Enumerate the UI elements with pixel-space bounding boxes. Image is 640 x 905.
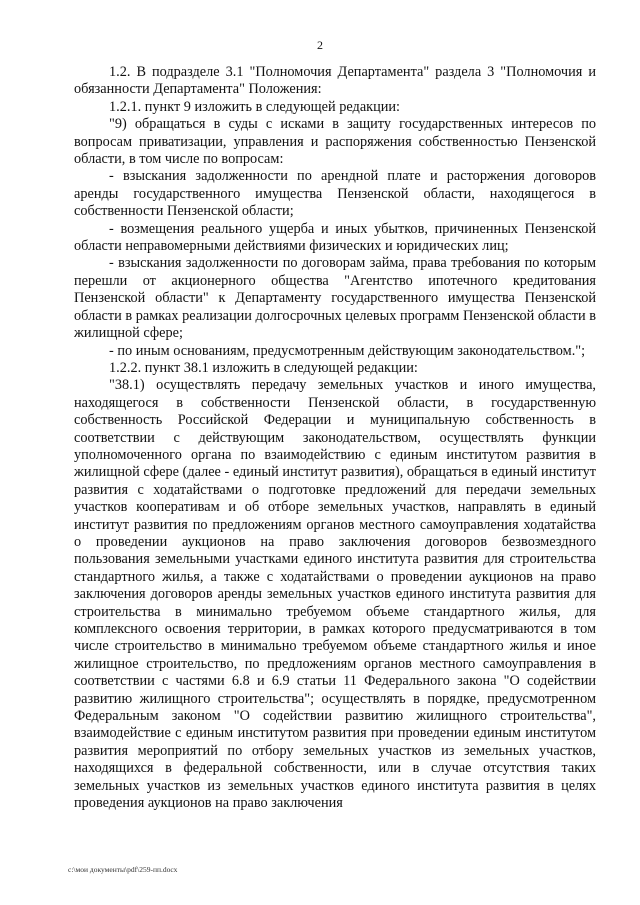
paragraph-item-9: "9) обращаться в суды с исками в защиту государственных интересов по вопросам приватизации, управления и распоряжения собственностью Пензенской области, в том числе по вопросам: bbox=[74, 116, 596, 168]
file-path-footer: c:\мои документы\pdf\259-пп.docx bbox=[68, 865, 178, 874]
list-item-damages: - возмещения реального ущерба и иных убытков, причиненных Пензенской области неправомерными действиями физических и юридических лиц; bbox=[74, 220, 596, 255]
list-item-rent-debt: - взыскания задолженности по арендной плате и расторжения договоров аренды государственного имущества Пензенской области, находящегося в собственности Пензенской области; bbox=[74, 168, 596, 220]
paragraph-1-2-1: 1.2.1. пункт 9 изложить в следующей редакции: bbox=[109, 98, 401, 115]
paragraph-item-38-1: "38.1) осуществлять передачу земельных участков и иного имущества, находящегося в собственности Пензенской области, в государственную собственность Российской Федерации и муниципальную собственность в соответствии с действующим законодательством, осуществлять функции уполномоченного органа по взаимодействию с единым институтом развития в жилищной сфере (далее - единый институт развития), обращаться в единый институт развития с ходатайствами о подготовке предложений для передачи земельных участков кооперативам и об отборе земельных участков, направлять в единый институт развития по предложениям органов местного самоуправления ходатайства о проведении аукционов на право заключения договоров безвозмездного пользования земельными участками единого института развития для строительства стандартного жилья, а также с ходатайствами о проведении аукционов на право заключения договоров аренды земельных участков единого института развития для строительства в минимально требуемом объеме стандартного жилья, для комплексного освоения территории, в рамках которого предусматриваются в том числе строительство в минимально требуемом объеме стандартного жилья и иное жилищное строительство, по предложениям органов местного самоуправления в соответствии с частями 6.8 и 6.9 статьи 11 Федерального закона "О содействии развитию жилищного строительства"; осуществлять в порядке, предусмотренном Федеральным законом "О содействии развитию жилищного строительства", взаимодействие с единым институтом развития при проведении единым институтом развития мероприятий по отбору земельных участков из земельных участков, находящихся в федеральной собственности, или в случае отсутствия таких земельных участков из земельных участков единого института развития в целях проведения аукционов на право заключения bbox=[74, 377, 596, 812]
paragraph-1-2: 1.2. В подразделе 3.1 "Полномочия Департамента" раздела 3 "Полномочия и обязанности Департамента" Положения: bbox=[74, 64, 596, 98]
paragraph-1-2-2: 1.2.2. пункт 38.1 изложить в следующей редакции: bbox=[109, 359, 418, 376]
document-body bbox=[74, 64, 596, 812]
list-item-other-grounds: - по иным основаниям, предусмотренным действующим законодательством."; bbox=[109, 342, 586, 359]
list-item-loan-debt: - взыскания задолженности по договорам займа, права требования по которым перешли от акционерного общества "Агентство ипотечного кредитования Пензенской области" к Департаменту государственного имущества Пензенской области в рамках реализации долгосрочных целевых программ Пензенской области в жилищной сфере; bbox=[74, 255, 596, 342]
page-number: 2 bbox=[317, 38, 323, 52]
